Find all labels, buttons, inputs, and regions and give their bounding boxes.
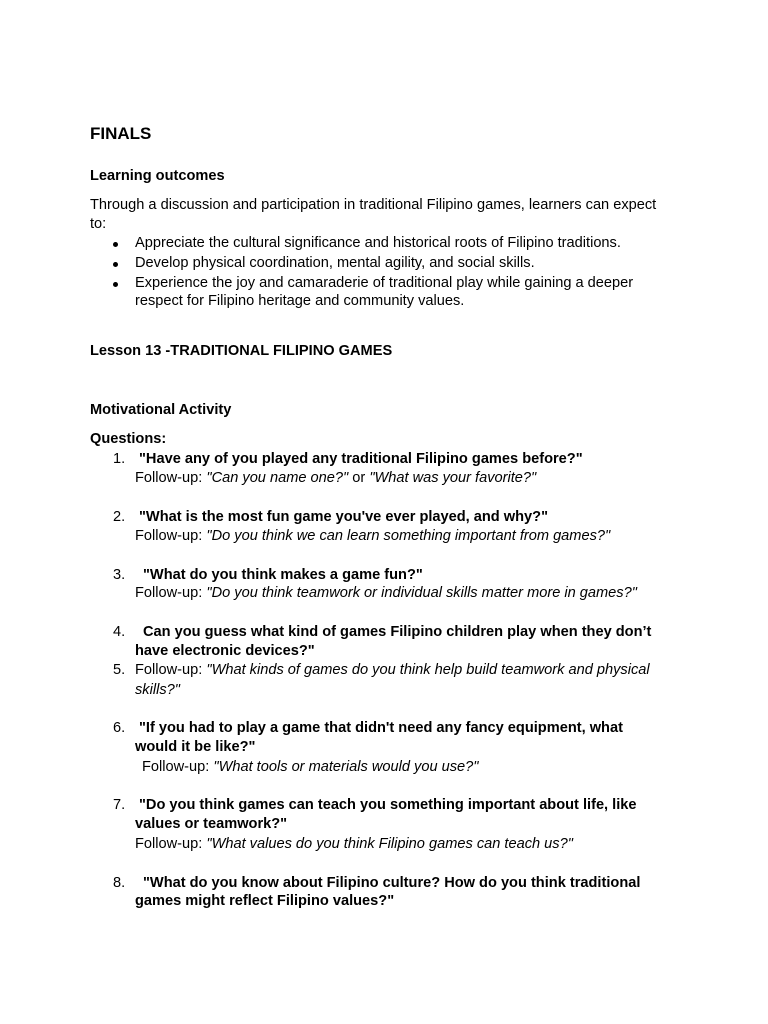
- follow-up-line: [135, 662, 650, 678]
- follow-up-line: [135, 585, 637, 601]
- list-item: Appreciate the cultural significance and historical roots of Filipino traditions.: [135, 235, 621, 251]
- question-number: 2.: [113, 509, 126, 525]
- list-item: Develop physical coordination, mental agility, and social skills.: [135, 255, 535, 271]
- bullet-icon: [113, 282, 118, 287]
- question-text: "Have any of you played any traditional Filipino games before?": [139, 451, 583, 467]
- question-text-continuation: games might reflect Filipino values?": [135, 893, 395, 909]
- intro-text-line-2: to:: [90, 216, 107, 232]
- follow-up-line: [135, 836, 573, 852]
- question-number: 7.: [113, 797, 126, 813]
- follow-up-label: Follow-up:: [135, 836, 203, 852]
- follow-up-label: Follow-up:: [135, 585, 203, 601]
- question-number: 6.: [113, 720, 126, 736]
- motivational-activity-heading: Motivational Activity: [90, 402, 232, 418]
- question-text: "What is the most fun game you've ever played, and why?": [139, 509, 548, 525]
- question-text: "What do you know about Filipino culture? How do you think traditional: [143, 875, 641, 891]
- follow-up-line: [142, 759, 478, 775]
- question-text: "If you had to play a game that didn't need any fancy equipment, what: [139, 720, 623, 736]
- follow-up-text: "What was your favorite?": [369, 470, 537, 486]
- bullet-icon: [113, 242, 118, 247]
- follow-up-line: [135, 528, 610, 544]
- or-word: or: [352, 470, 366, 486]
- lesson-heading: Lesson 13 -TRADITIONAL FILIPINO GAMES: [90, 343, 393, 359]
- question-number: 4.: [113, 624, 126, 640]
- list-item: Experience the joy and camaraderie of traditional play while gaining a deeper: [135, 275, 634, 291]
- intro-text-line-1: Through a discussion and participation in traditional Filipino games, learners can expect: [90, 197, 657, 213]
- follow-up-text: "Can you name one?": [206, 470, 349, 486]
- follow-up-line: [135, 470, 536, 486]
- question-text: "Do you think games can teach you something important about life, like: [139, 797, 637, 813]
- question-number: 5.: [113, 662, 126, 678]
- follow-up-text: "What kinds of games do you think help build teamwork and physical: [206, 662, 650, 678]
- question-number: 8.: [113, 875, 126, 891]
- question-number: 1.: [113, 451, 126, 467]
- follow-up-label: Follow-up:: [135, 470, 203, 486]
- bullet-icon: [113, 262, 118, 267]
- follow-up-label: Follow-up:: [142, 759, 210, 775]
- question-text-continuation: have electronic devices?": [135, 643, 315, 659]
- question-text: Can you guess what kind of games Filipino children play when they don’t: [143, 624, 652, 640]
- follow-up-label: Follow-up:: [135, 528, 203, 544]
- question-text-continuation: values or teamwork?": [135, 816, 288, 832]
- page-title: FINALS: [90, 124, 152, 143]
- list-item-continuation: respect for Filipino heritage and community values.: [135, 293, 465, 309]
- question-number: 3.: [113, 567, 126, 583]
- follow-up-text: "What tools or materials would you use?": [213, 759, 479, 775]
- question-text-continuation: would it be like?": [135, 739, 256, 755]
- follow-up-text: "Do you think teamwork or individual skills matter more in games?": [206, 585, 637, 601]
- questions-label: Questions:: [90, 431, 167, 447]
- follow-up-label: Follow-up:: [135, 662, 203, 678]
- follow-up-text-continuation: skills?": [135, 682, 180, 698]
- follow-up-text: "Do you think we can learn something important from games?": [206, 528, 611, 544]
- follow-up-text: "What values do you think Filipino games can teach us?": [206, 836, 573, 852]
- question-text: "What do you think makes a game fun?": [143, 567, 423, 583]
- learning-outcomes-heading: Learning outcomes: [90, 168, 225, 184]
